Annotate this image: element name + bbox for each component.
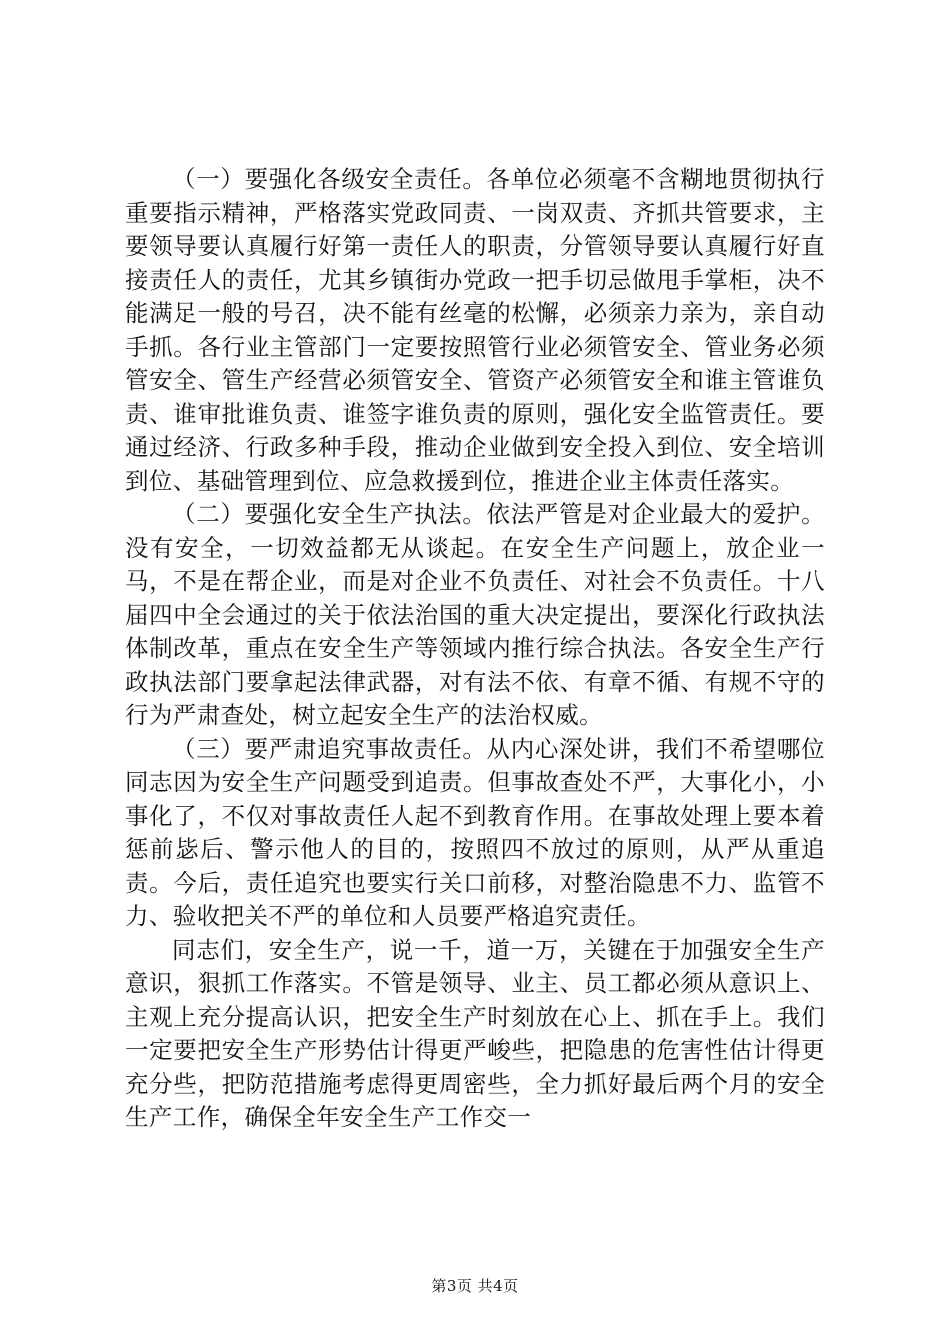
paragraph-closing: 同志们，安全生产，说一千，道一万，关键在于加强安全生产意识，狠抓工作落实。不管是领导、业主、员工都必须从意识上、主观上充分提高认识，把安全生产时刻放在心上、抓在手上。我们一定要把安全生产形势估计得更严峻些，把隐患的危害性估计得更充分些，把防范措施考虑得更周密些，全力抓好最后两个月的安全生产工作，确保全年安全生产工作交一 bbox=[125, 935, 825, 1131]
page-footer: 第3页 共4页 bbox=[431, 1277, 519, 1295]
paragraph-section-3: （三）要严肃追究事故责任。从内心深处讲，我们不希望哪位同志因为安全生产问题受到追责。但事故查处不严，大事化小，小事化了，不仅对事故责任人起不到教育作用。在事故处理上要本着惩前毖后、警示他人的目的，按照四不放过的原则，从严从重追责。今后，责任追究也要实行关口前移，对整治隐患不力、监管不力、验收把关不严的单位和人员要严格追究责任。 bbox=[125, 734, 825, 930]
paragraph-section-2: （二）要强化安全生产执法。依法严管是对企业最大的爱护。没有安全，一切效益都无从谈起。在安全生产问题上，放企业一马，不是在帮企业，而是对企业不负责任、对社会不负责任。十八届四中全会通过的关于依法治国的重大决定提出，要深化行政执法体制改革，重点在安全生产等领域内推行综合执法。各安全生产行政执法部门要拿起法律武器，对有法不依、有章不循、有规不守的行为严肃查处，树立起安全生产的法治权威。 bbox=[125, 500, 825, 729]
paragraph-section-1: （一）要强化各级安全责任。各单位必须毫不含糊地贯彻执行重要指示精神，严格落实党政同责、一岗双责、齐抓共管要求，主要领导要认真履行好第一责任人的职责，分管领导要认真履行好直接责任人的责任，尤其乡镇街办党政一把手切忌做甩手掌柜，决不能满足一般的号召，决不能有丝毫的松懈，必须亲力亲为，亲自动手抓。各行业主管部门一定要按照管行业必须管安全、管业务必须管安全、管生产经营必须管安全、管资产必须管安全和谁主管谁负责、谁审批谁负责、谁签字谁负责的原则，强化安全监管责任。要通过经济、行政多种手段，推动企业做到安全投入到位、安全培训到位、基础管理到位、应急救援到位，推进企业主体责任落实。 bbox=[125, 165, 825, 495]
document-body bbox=[125, 163, 825, 1135]
